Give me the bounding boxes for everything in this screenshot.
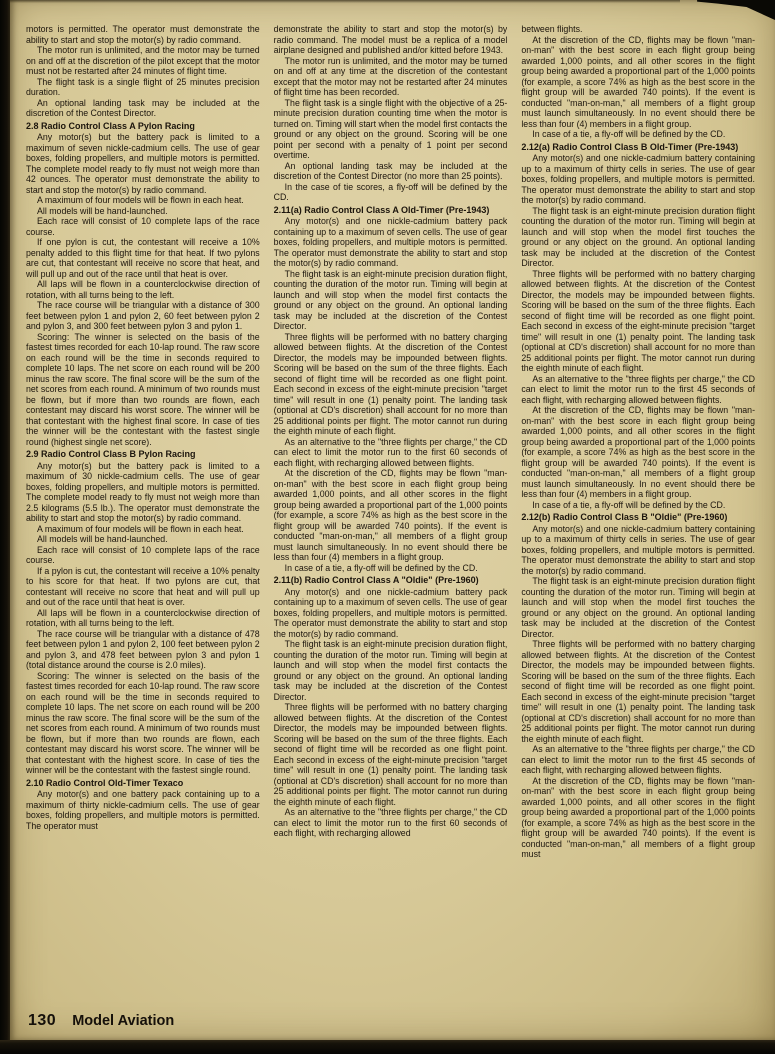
paragraph: As an alternative to the "three flights per charge," the CD can elect to limit the motor run to the first 45 seconds of each flight, with recharging allowed between flights.: [521, 373, 756, 405]
paragraph: An optional landing task may be included at the discretion of the Contest Director (no more than 25 points).: [273, 160, 508, 181]
paragraph: demonstrate the ability to start and stop the motor(s) by radio command. The model must be a replica of a model airplane designed and published and/or kitted before 1943.: [273, 24, 508, 55]
paragraph: All laps will be flown in a counterclockwise direction of rotation, with all turns being to the left.: [26, 607, 260, 629]
section-heading: 2.12(a) Radio Control Class B Old-Timer (Pre-1943): [521, 141, 739, 152]
paragraph: If one pylon is cut, the contestant will receive a 10% penalty added to this flight time for that heat. If two pylons are cut, that contestant will receive no score that heat, and will pull up and out of the race until that heat is over.: [26, 237, 260, 279]
paragraph: The flight task is an eight-minute precision duration flight, counting the duration of the motor run. Timing will begin at launch and will stop when the model first contacts the ground or any object on the ground. An optional landing task may be included at the discretion of the Contest Director.: [273, 268, 508, 332]
paragraph: Any motor(s) but the battery pack is limited to a maximum of seven nickle-cadmium cells. The use of gear boxes, folding propellers, and multiple motors is permitted. The complete model ready to fly must not weigh more than 42 ounces. The operator must demonstrate the ability to start and stop the motor(s) by radio command.: [26, 132, 260, 195]
paragraph: A maximum of four models will be flown in each heat.: [37, 195, 244, 206]
paragraph: Any motor(s) and one nickle-cadmium battery pack containing up to a maximum of seven cells. The use of gear boxes, folding propellers, and multiple motors is permitted. The operator must demonstrate the ability to start and stop the motor(s) by radio command.: [273, 586, 508, 639]
paragraph: The motor run is unlimited, and the motor may be turned on and off at the discretion of the pilot except that the motor must not be restarted after 24 minutes of flight time.: [26, 45, 260, 76]
paragraph: As an alternative to the "three flights per charge," the CD can elect to limit the motor run to the first 60 seconds of each flight, with recharging allowed: [273, 807, 508, 839]
paragraph: Three flights will be performed with no battery charging allowed between flights. At the discretion of the Contest Director, the models may be impounded between flights. Scoring will be based on the sum of the three flights. Each second of flight time will be recorded as one flight point. Each second in excess of the eight-minute precision "target time" will result in one (1) penalty point. The landing task (optional at CD's discretion) shall account for no more than 25 additional points per flight. The motor cannot run during the eighth minute of each flight.: [273, 331, 508, 437]
paragraph: Any motor(s) and one nickle-cadmium battery containing up to a maximum of thirty cells in series. The use of gear boxes, folding propellers, and multiple motors is permitted. The operator must demonstrate the ability to start and stop the motor(s) by radio command.: [521, 153, 756, 206]
page-footer: [28, 1012, 174, 1030]
paragraph: The flight task is a single flight of 25 minutes precision duration.: [26, 76, 260, 97]
paragraph: In case of a tie, a fly-off will be defined by the CD.: [532, 129, 726, 139]
paragraph: In case of a tie, a fly-off will be defined by the CD.: [284, 562, 478, 573]
scan-edge-bottom: [0, 1040, 775, 1054]
section-heading: 2.11(a) Radio Control Class A Old-Timer (Pre-1943): [273, 204, 490, 215]
paragraph: The flight task is an eight-minute precision duration flight counting the duration of the motor run. Timing will begin at launch and will stop when the model first touches the ground or any object on the ground. An optional landing task may be included at the discretion of the Contest Director.: [521, 576, 756, 639]
paragraph: Scoring: The winner is selected on the basis of the fastest times recorded for each 10-lap round. The raw score on each round will be the time in seconds required to complete 10 laps. The net score on each round will be 200 minus the raw score. The final score will be the sum of the net scores from each round. A minimum of two rounds must be flown, but if more than two rounds are flown, each contestant may discard his worst score. The winner will be that contestant with the highest score. In case of ties the winner will be the contestant with the fastest single round.: [26, 670, 260, 776]
section-heading: 2.12(b) Radio Control Class B "Oldie" (Pre-1960): [521, 512, 728, 523]
section-heading: 2.11(b) Radio Control Class A "Oldie" (Pre-1960): [273, 575, 479, 586]
scan-edge-left: [0, 0, 10, 1054]
paragraph: motors is permitted. The operator must demonstrate the ability to start and stop the motor(s) by radio command.: [26, 24, 260, 45]
paragraph: A maximum of four models will be flown in each heat.: [37, 523, 244, 534]
paragraph: Three flights will be performed with no battery charging allowed between flights. At the discretion of the Contest Director, the models may be impounded between flights. Scoring will be based on the sum of the three flights. Each second of flight time will be recorded as one flight point. Each second in excess of the eight-minute precision "target time" will result in one (1) penalty point. The landing task (optional at CD's discretion) shall account for no more than 25 additional points per flight. The motor cannot run during the eighth minute of each flight.: [521, 639, 756, 744]
paragraph: If a pylon is cut, the contestant will receive a 10% penalty to his score for that heat. If two pylons are cut, that contestant will receive no score that heat and will pull up and out of the race until that heat is over.: [26, 565, 260, 608]
paragraph: As an alternative to the "three flights per charge," the CD can elect to limit the motor run to the first 60 seconds of each flight, with recharging allowed between flights.: [273, 436, 508, 468]
section-heading: 2.8 Radio Control Class A Pylon Racing: [26, 120, 195, 131]
paragraph: The flight task is an eight-minute precision duration flight, counting the duration of the motor run. Timing will begin at launch and will stop when the model first contacts the ground or any object on the ground. An optional landing task may be included at the discretion of the Contest Director.: [273, 639, 508, 702]
paragraph: Each race will consist of 10 complete laps of the race course.: [26, 544, 260, 566]
paragraph: All models will be hand-launched.: [37, 205, 168, 216]
section-heading: 2.10 Radio Control Old-Timer Texaco: [26, 777, 184, 788]
magazine-title: Model Aviation: [72, 1013, 175, 1029]
section-heading: 2.9 Radio Control Class B Pylon Racing: [26, 449, 196, 460]
paragraph: The race course will be triangular with a distance of 300 feet between pylon 1 and pylon 2, 60 feet between pylon 2 and pylon 3, and 300 feet between pylon 3 and pylon 1.: [26, 300, 260, 332]
paragraph: Three flights will be performed with no battery charging allowed between flights. At the discretion of the Contest Director, the models may be impounded between flights. Scoring will be based on the sum of the three flights. Each second of flight time will be recorded as one flight point. Each second in excess of the eight-minute precision "target time" will result in one (1) penalty point. The landing task (optional at CD's discretion) shall account for no more than 25 additional points per flight. The motor cannot run during the eighth minute of each flight.: [273, 702, 508, 807]
paragraph: Any motor(s) but the battery pack is limited to a maximum of 30 nickle-cadmium cells. The use of gear boxes, folding propellers, and multiple motors is permitted. The complete model ready to fly must not weigh more than 2.5 kilograms (5.5 lb.). The operator must demonstrate the ability to start and stop the motor(s) by radio command.: [26, 460, 260, 524]
paragraph: The flight task is an eight-minute precision duration flight counting the duration of the motor run. Timing will begin at launch and will stop when the model first touches the ground or any object on the ground. An optional landing task may be included at the discretion of the Contest Director.: [521, 205, 756, 269]
paragraph: All models will be hand-launched.: [37, 534, 168, 545]
paragraph: Scoring: The winner is selected on the basis of the fastest times recorded for each 10-lap round. The raw score on each round will be the time in seconds required to complete 10 laps. The net score on each round will be 200 minus the raw score. The final score will be the sum of the net scores from each round. A minimum of two rounds must be flown, but if more than two rounds are flown, each contestant may discard his worst score. The winner will be that contestant with the highest final score. In case of ties the winner will be the contestant with the fastest single round (highest single net score).: [26, 331, 260, 447]
paragraph: between flights.: [521, 24, 583, 34]
paragraph: Three flights will be performed with no battery charging allowed between flights. At the discretion of the Contest Director, the models may be impounded between flights. Scoring will be based on the sum of the three flights. Each second of flight time will be recorded as one flight point. Each second in excess of the eight-minute precision "target time" will result in one (1) penalty point. The landing task (optional at CD's discretion) shall account for no more than 25 additional points per flight. The motor cannot run during the eighth minute of each flight.: [521, 268, 756, 374]
paragraph: At the discretion of the CD, flights may be flown "man-on-man" with the best score in each flight group being awarded 1,000 points, and all other scores in the flight group being awarded a proportional part of the 1,000 points (for example, a score 74% as high as the best score in the flight group will be awarded 740 points). If the event is conducted "man-on-man," all members of a flight group must launch simultaneously. In no event should there be less than four (4) members in a flight group.: [521, 34, 756, 129]
paragraph: Any motor(s) and one nickle-cadmium battery containing up to a maximum of thirty cells in series. The use of gear boxes, folding propellers, and multiple motors is permitted. The operator must demonstrate the ability to start and stop the motor(s) by radio command.: [521, 523, 756, 576]
text-column-3: [521, 24, 755, 996]
paragraph: Each race will consist of 10 complete laps of the race course.: [26, 216, 260, 237]
paragraph: An optional landing task may be included at the discretion of the Contest Director.: [26, 97, 260, 118]
paragraph: As an alternative to the "three flights per charge," the CD can elect to limit the motor run to the first 45 seconds of each flight, with recharging allowed between flights.: [521, 744, 756, 776]
paragraph: In case of a tie, a fly-off will be defined by the CD.: [532, 499, 726, 510]
text-column-1: [26, 24, 260, 996]
page-number: 130: [28, 1012, 57, 1029]
paragraph: Any motor(s) and one nickle-cadmium battery pack containing up to a maximum of seven cells. The use of gear boxes, folding propellers, and multiple motors is permitted. The operator must demonstrate the ability to start and stop the motor(s) by radio command.: [273, 216, 508, 269]
text-columns: [26, 24, 755, 996]
scan-edge-top: [10, 0, 680, 3]
paragraph: At the discretion of the CD, flights may be flown "man-on-man" with the best score in each flight group being awarded 1,000 points, and all other scores in the flight group being awarded a proportional part of the 1,000 points (for example, a score 74% as high as the best score in the flight group will be awarded 740 points). If the event is conducted "man-on-man," all members of a flight group must launch simultaneously. In no event should there be less than four (4) members in a flight group.: [521, 405, 756, 500]
text-column-2: [274, 24, 508, 996]
paragraph: The race course will be triangular with a distance of 478 feet between pylon 1 and pylon 2, 100 feet between pylon 2 and pylon 3, and 478 feet between pylon 3 and pylon 1 (total distance around the course is 2.0 miles).: [26, 628, 260, 671]
magazine-page: [10, 0, 775, 1040]
paragraph: Any motor(s) and one battery pack containing up to a maximum of thirty nickle-cadmium cells. The use of gear boxes, folding propellers, and multiple motors is permitted. The operator must: [26, 789, 260, 831]
paragraph: The motor run is unlimited, and the motor may be turned on and off at any time at the discretion of the contestant except that the motor may not be restarted after 24 minutes of flight time has been recorded.: [273, 55, 508, 97]
paragraph: In the case of tie scores, a fly-off will be defined by the CD.: [273, 181, 508, 202]
paragraph: All laps will be flown in a counterclockwise direction of rotation, with all turns being to the left.: [26, 279, 260, 300]
paragraph: At the discretion of the CD, flights may be flown "man-on-man" with the best score in each flight group being awarded 1,000 points, and all other scores in the flight group being awarded a proportional part of the 1,000 points (for example, a score 74% as high as the best score in the flight group will be awarded 740 points). If the event is conducted "man-on-man," all members of a flight group must launch simultaneously. In no event should there be less than four (4) members in a flight group.: [273, 468, 508, 563]
paragraph: The flight task is a single flight with the objective of a 25-minute precision duration counting time when the motor is turned on. Timing will start when the model first contacts the ground or any object on the ground. Scoring will be one point per second with a penalty of 1 point per second overtime.: [273, 97, 508, 160]
paragraph: At the discretion of the CD, flights may be flown "man-on-man" with the best score in each flight group being awarded 1,000 points, and all other scores in the flight group being awarded a proportional part of the 1,000 points (for example, a score 74% as high as the best score in the flight group will be awarded 740 points). If the event is conducted "man-on-man," all members of a flight group must: [521, 775, 756, 860]
